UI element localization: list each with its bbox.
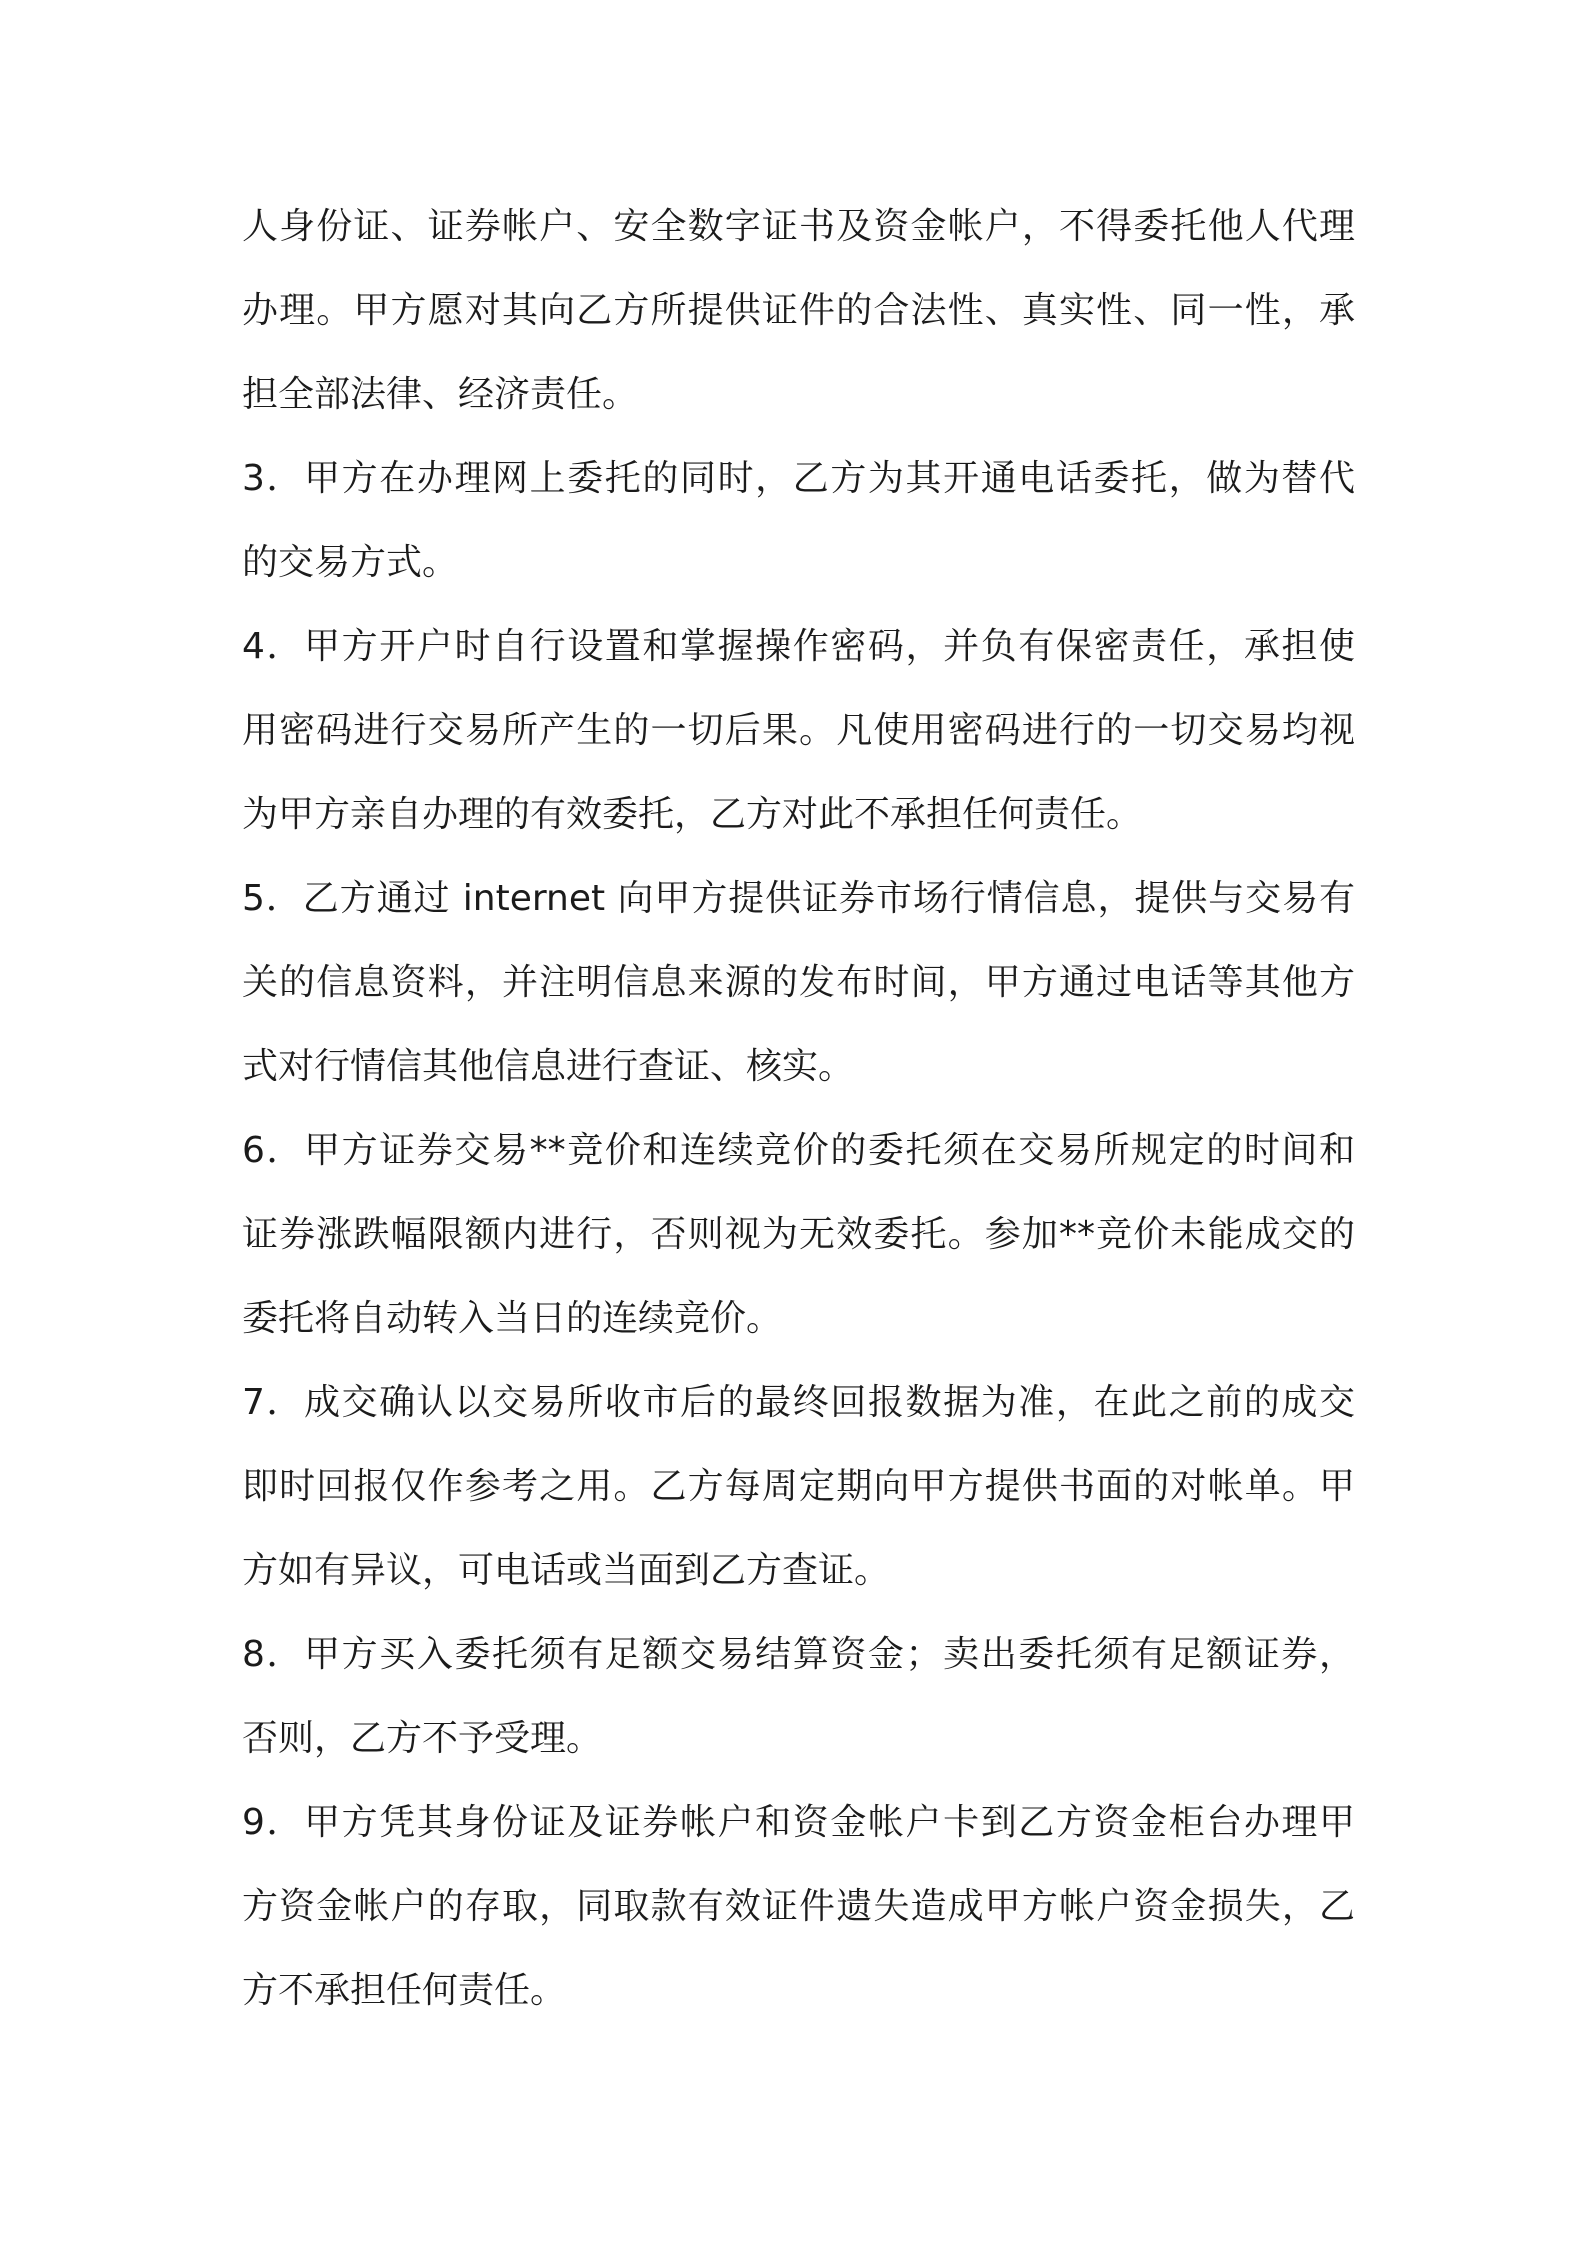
text-line: 关的信息资料，并注明信息来源的发布时间，甲方通过电话等其他方 — [242, 962, 1355, 1003]
document-body — [242, 185, 1355, 2033]
clause-4 — [242, 605, 1355, 857]
clause-8 — [242, 1613, 1355, 1781]
text-line: 的交易方式。 — [242, 542, 459, 583]
text-line: 证券涨跌幅限额内进行，否则视为无效委托。参加**竞价未能成交的 — [242, 1214, 1355, 1255]
text-line: 方资金帐户的存取，同取款有效证件遗失造成甲方帐户资金损失，乙 — [242, 1886, 1355, 1927]
clause-5 — [242, 857, 1355, 1109]
text-line: 方如有异议，可电话或当面到乙方查证。 — [242, 1550, 891, 1591]
clause-continuation — [242, 185, 1355, 437]
text-line: 即时回报仅作参考之用。乙方每周定期向甲方提供书面的对帐单。甲 — [242, 1466, 1355, 1507]
clause-7 — [242, 1361, 1355, 1613]
text-line: 担全部法律、经济责任。 — [242, 374, 639, 415]
text-line: 人身份证、证券帐户、安全数字证书及资金帐户，不得委托他人代理 — [242, 206, 1355, 247]
clause-9 — [242, 1781, 1355, 2033]
text-line: 9．甲方凭其身份证及证券帐户和资金帐户卡到乙方资金柜台办理甲 — [242, 1802, 1355, 1843]
text-line: 办理。甲方愿对其向乙方所提供证件的合法性、真实性、同一性，承 — [242, 290, 1355, 331]
text-line: 4．甲方开户时自行设置和掌握操作密码，并负有保密责任，承担使 — [242, 626, 1355, 667]
clause-6 — [242, 1109, 1355, 1361]
text-line: 8．甲方买入委托须有足额交易结算资金；卖出委托须有足额证券， — [242, 1634, 1355, 1675]
text-line: 委托将自动转入当日的连续竞价。 — [242, 1298, 783, 1339]
text-line: 用密码进行交易所产生的一切后果。凡使用密码进行的一切交易均视 — [242, 710, 1355, 751]
text-line: 7．成交确认以交易所收市后的最终回报数据为准，在此之前的成交 — [242, 1382, 1355, 1423]
text-line: 3．甲方在办理网上委托的同时，乙方为其开通电话委托，做为替代 — [242, 458, 1355, 499]
text-line: 否则，乙方不予受理。 — [242, 1718, 603, 1759]
text-line: 5．乙方通过 internet 向甲方提供证券市场行情信息，提供与交易有 — [242, 878, 1355, 919]
text-line: 6．甲方证券交易**竞价和连续竞价的委托须在交易所规定的时间和 — [242, 1130, 1355, 1171]
text-line: 方不承担任何责任。 — [242, 1970, 567, 2011]
clause-3 — [242, 437, 1355, 605]
text-line: 为甲方亲自办理的有效委托，乙方对此不承担任何责任。 — [242, 794, 1143, 835]
text-line: 式对行情信其他信息进行查证、核实。 — [242, 1046, 855, 1087]
